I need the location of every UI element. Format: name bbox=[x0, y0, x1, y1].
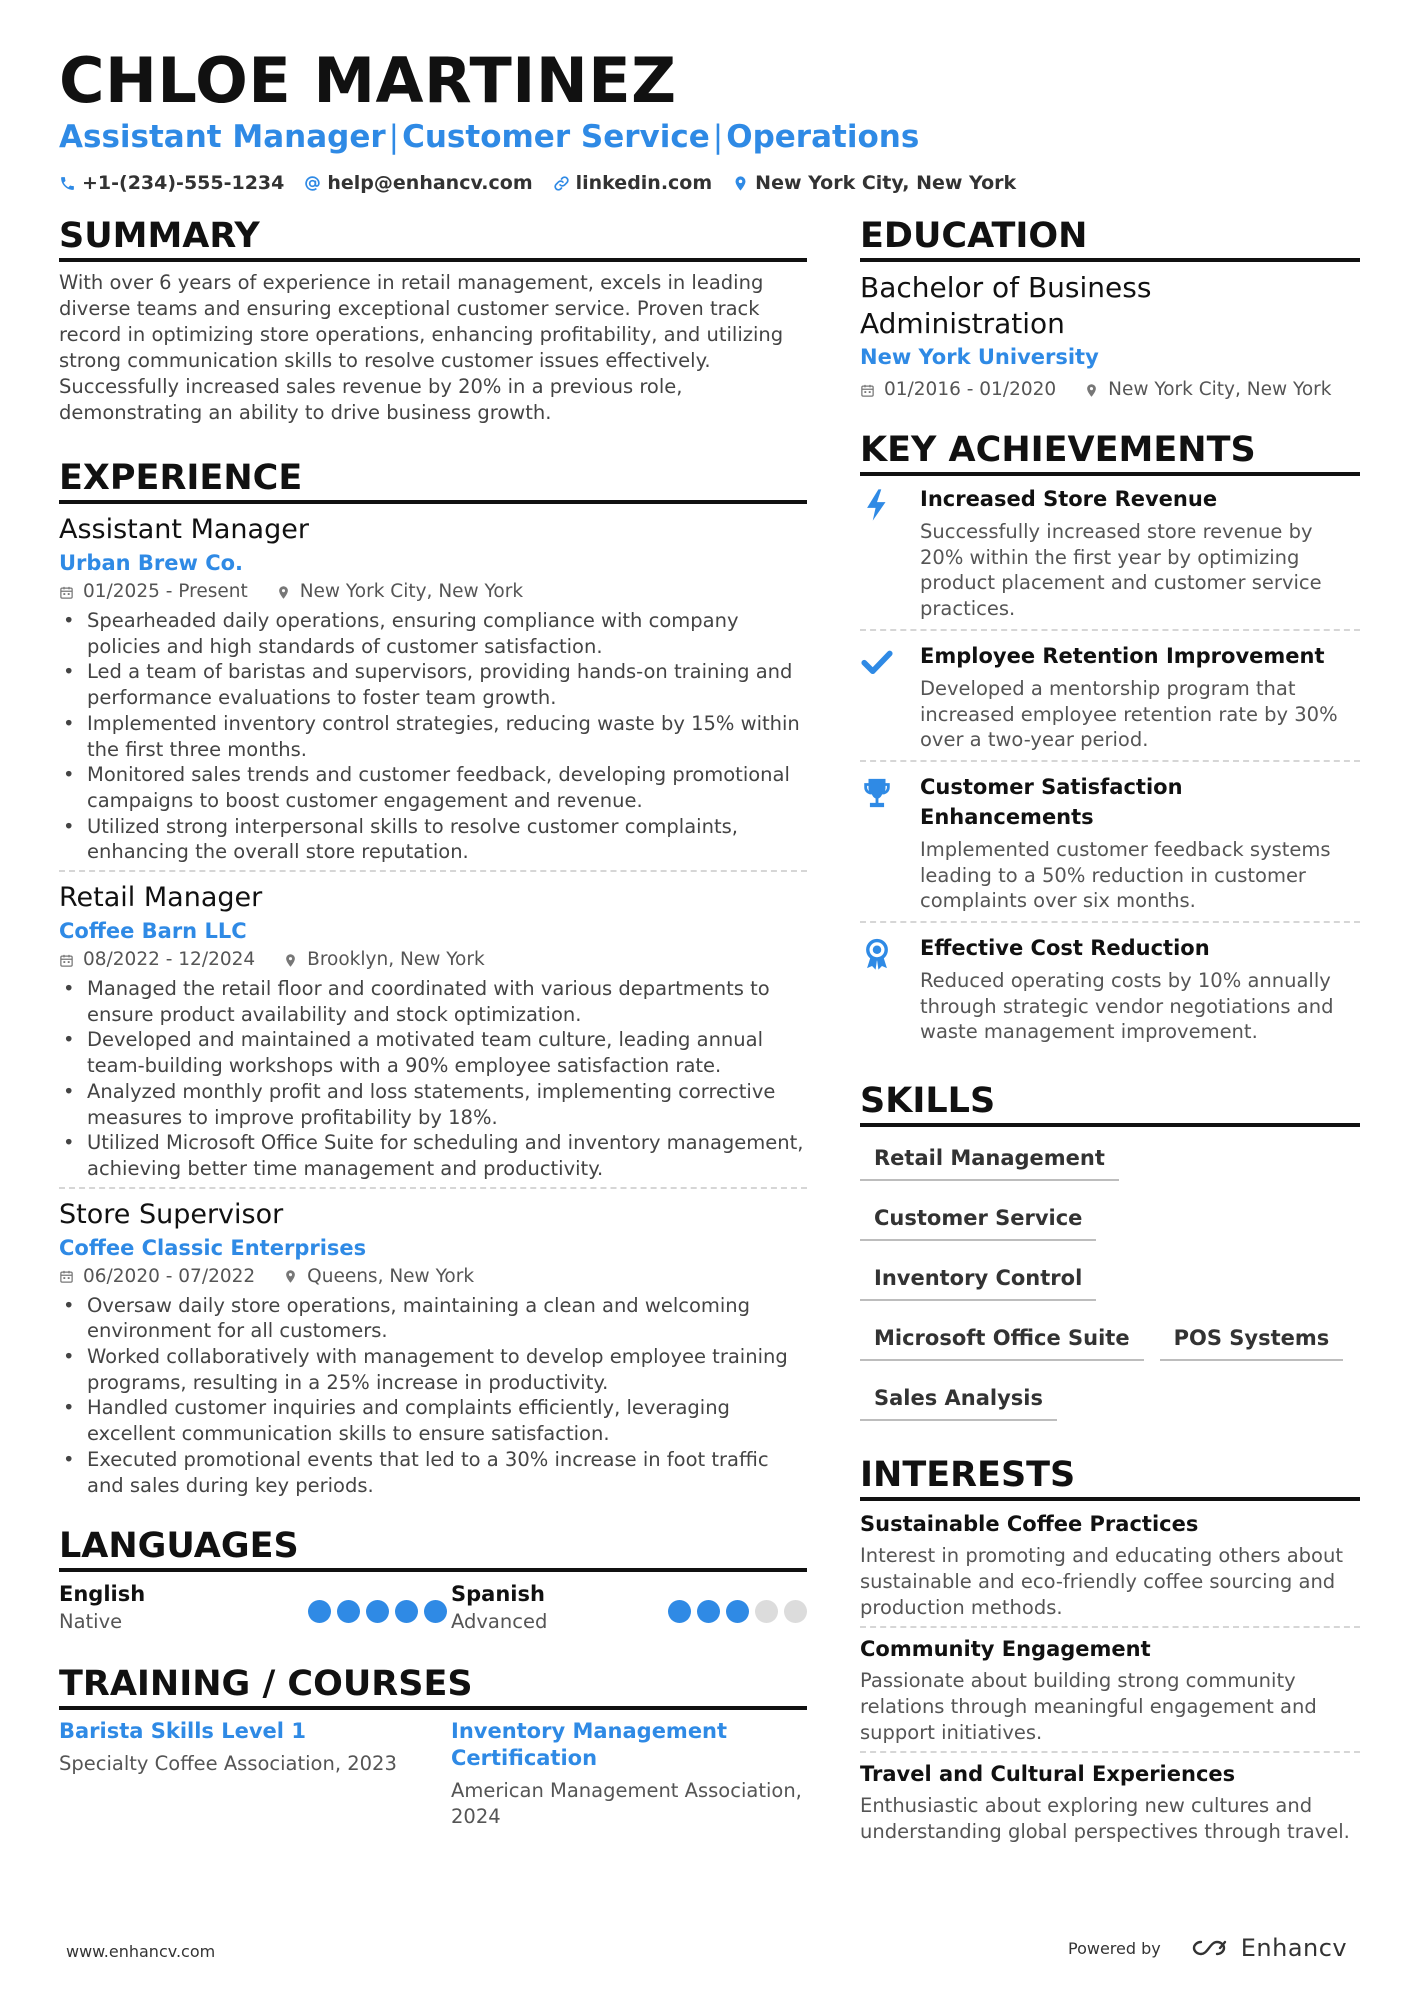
job-title: Store Supervisor bbox=[59, 1198, 284, 1230]
interest-item bbox=[860, 1759, 1360, 1844]
rating-dot-filled bbox=[395, 1600, 418, 1623]
language-name: Spanish bbox=[451, 1582, 545, 1607]
interest-item bbox=[860, 1509, 1360, 1620]
company-name: Coffee Classic Enterprises bbox=[59, 1235, 367, 1260]
course-item bbox=[451, 1718, 807, 1830]
achievement-item bbox=[860, 772, 1360, 914]
interest-title: Community Engagement bbox=[860, 1637, 1151, 1662]
rating-dot-filled bbox=[726, 1600, 749, 1623]
candidate-name: CHLOE MARTINEZ bbox=[59, 44, 677, 117]
job-location bbox=[283, 1263, 474, 1291]
job-dates bbox=[59, 1263, 255, 1291]
experience-entry bbox=[59, 1197, 807, 1499]
language-rating bbox=[662, 1600, 807, 1623]
job-bullet: • Worked collaboratively with management to develop employee training programs, resulting in a 25% increase in productivity. bbox=[59, 1344, 807, 1395]
skills-section bbox=[860, 1079, 1360, 1435]
calendar-icon bbox=[860, 383, 875, 398]
contact-email-text: help@enhancv.com bbox=[327, 172, 533, 194]
company-name: Coffee Barn LLC bbox=[59, 919, 247, 944]
education-section bbox=[860, 214, 1360, 404]
languages-section bbox=[59, 1524, 807, 1636]
achievement-item bbox=[860, 484, 1360, 622]
job-bullet: • Analyzed monthly profit and loss statements, implementing corrective measures to improve profitability by 18%. bbox=[59, 1079, 807, 1130]
divider bbox=[860, 629, 1360, 631]
interest-item bbox=[860, 1634, 1360, 1745]
job-bullet: • Monitored sales trends and customer feedback, developing promotional campaigns to boost customer engagement and revenue. bbox=[59, 762, 807, 813]
experience-entry bbox=[59, 880, 807, 1182]
experience-section bbox=[59, 456, 807, 1498]
rating-dot-filled bbox=[668, 1600, 691, 1623]
job-bullet: • Spearheaded daily operations, ensuring compliance with company policies and high standards of customer satisfaction. bbox=[59, 608, 807, 659]
course-name: Barista Skills Level 1 bbox=[59, 1719, 306, 1744]
skill-tag: Inventory Control bbox=[860, 1255, 1096, 1301]
job-title: Retail Manager bbox=[59, 882, 263, 914]
title-part: Operations bbox=[726, 119, 920, 155]
education-location bbox=[1084, 376, 1331, 404]
job-bullet: • Implemented inventory control strategies, reducing waste by 15% within the first three months. bbox=[59, 711, 807, 762]
divider bbox=[860, 760, 1360, 762]
job-bullet: • Utilized Microsoft Office Suite for scheduling and inventory management, achieving better time management and productivity. bbox=[59, 1130, 807, 1181]
job-bullets bbox=[59, 976, 807, 1182]
contact-linkedin[interactable] bbox=[553, 172, 713, 194]
education-dates-text: 01/2016 - 01/2020 bbox=[884, 379, 1057, 400]
language-name: English bbox=[59, 1582, 146, 1607]
footer-website[interactable]: www.enhancv.com bbox=[66, 1942, 216, 1961]
achievements-heading: KEY ACHIEVEMENTS bbox=[860, 428, 1360, 476]
rating-dot-empty bbox=[755, 1600, 778, 1623]
job-location bbox=[276, 578, 523, 606]
summary-text: With over 6 years of experience in retail management, excels in leading diverse teams and ensuring exceptional customer service. Proven track record in optimizing store operations, enhancing profitability, and utilizing strong communication skills to resolve customer issues effectively. Successfully increased sales revenue by 20% in a previous role, demonstrating an ability to drive business growth. bbox=[59, 271, 784, 424]
right-column bbox=[860, 214, 1360, 1845]
contact-phone[interactable] bbox=[59, 172, 284, 194]
rating-dot-filled bbox=[308, 1600, 331, 1623]
course-org: American Management Association, 2024 bbox=[451, 1779, 802, 1829]
languages-heading: LANGUAGES bbox=[59, 1524, 807, 1572]
job-bullets bbox=[59, 1293, 807, 1499]
title-separator: | bbox=[388, 119, 400, 155]
title-part: Customer Service bbox=[402, 119, 710, 155]
education-dates bbox=[860, 376, 1056, 404]
trophy-icon bbox=[860, 776, 894, 810]
summary-section bbox=[59, 214, 807, 426]
course-org: Specialty Coffee Association, 2023 bbox=[59, 1752, 397, 1776]
achievement-item bbox=[860, 933, 1360, 1045]
divider bbox=[860, 1751, 1360, 1753]
contact-bar bbox=[59, 168, 1036, 198]
rating-dot-filled bbox=[337, 1600, 360, 1623]
training-section bbox=[59, 1662, 807, 1830]
achievement-desc: Reduced operating costs by 10% annually through strategic vendor negotiations and waste management improvement. bbox=[920, 969, 1334, 1044]
job-dates bbox=[59, 578, 248, 606]
enhancv-logo-icon bbox=[1187, 1936, 1233, 1960]
award-ribbon-icon bbox=[860, 937, 894, 971]
achievement-desc: Implemented customer feedback systems leading to a 50% reduction in customer complaints over six months. bbox=[920, 837, 1331, 913]
course-item bbox=[59, 1718, 451, 1830]
achievement-item bbox=[860, 641, 1360, 753]
powered-by-label: Powered by bbox=[1068, 1938, 1161, 1958]
achievement-title: Customer Satisfaction Enhancements bbox=[920, 774, 1183, 829]
language-level: Native bbox=[59, 1610, 123, 1634]
training-heading: TRAINING / COURSES bbox=[59, 1662, 807, 1710]
language-item bbox=[451, 1580, 807, 1636]
interests-heading: INTERESTS bbox=[860, 1453, 1360, 1501]
job-location-text: New York City, New York bbox=[299, 581, 524, 602]
job-meta bbox=[59, 578, 807, 606]
summary-heading: SUMMARY bbox=[59, 214, 807, 262]
divider bbox=[59, 870, 807, 872]
rating-dot-empty bbox=[784, 1600, 807, 1623]
title-separator: | bbox=[712, 119, 724, 155]
candidate-title bbox=[59, 117, 919, 157]
location-pin-icon bbox=[276, 585, 291, 600]
interest-title: Travel and Cultural Experiences bbox=[860, 1762, 1236, 1787]
contact-location bbox=[732, 172, 1016, 194]
calendar-icon bbox=[59, 585, 74, 600]
rating-dot-filled bbox=[366, 1600, 389, 1623]
interest-desc: Passionate about building strong community relations through meaningful engagement and support initiatives. bbox=[860, 1669, 1317, 1744]
courses-list bbox=[59, 1718, 807, 1830]
education-meta bbox=[860, 376, 1360, 404]
location-pin-icon bbox=[732, 175, 749, 192]
job-dates-text: 06/2020 - 07/2022 bbox=[83, 1265, 256, 1287]
company-name: Urban Brew Co. bbox=[59, 551, 244, 575]
link-icon bbox=[553, 175, 570, 192]
education-degree: Bachelor of Business Administration bbox=[860, 271, 1152, 340]
course-name: Inventory Management Certification bbox=[451, 1719, 728, 1771]
location-pin-icon bbox=[283, 953, 298, 968]
job-bullet: • Utilized strong interpersonal skills to resolve customer complaints, enhancing the overall store reputation. bbox=[59, 814, 807, 865]
calendar-icon bbox=[59, 953, 74, 968]
brand-name: Enhancv bbox=[1240, 1934, 1348, 1962]
skills-list bbox=[860, 1135, 1360, 1435]
interest-desc: Interest in promoting and educating others about sustainable and eco-friendly coffee sourcing and production methods. bbox=[860, 1544, 1343, 1619]
achievement-title: Employee Retention Improvement bbox=[920, 643, 1325, 668]
job-dates bbox=[59, 946, 255, 974]
achievement-title: Effective Cost Reduction bbox=[920, 936, 1210, 961]
contact-email[interactable] bbox=[304, 172, 532, 194]
location-pin-icon bbox=[283, 1269, 298, 1284]
skill-tag: Retail Management bbox=[860, 1135, 1119, 1181]
education-heading: EDUCATION bbox=[860, 214, 1360, 262]
at-icon bbox=[304, 175, 321, 192]
languages-list bbox=[59, 1580, 807, 1636]
job-location bbox=[283, 946, 485, 974]
job-dates-text: 01/2025 - Present bbox=[83, 581, 248, 602]
job-title: Assistant Manager bbox=[59, 514, 309, 545]
divider bbox=[860, 921, 1360, 923]
title-part: Assistant Manager bbox=[59, 119, 386, 155]
contact-phone-text: +1-(234)-555-1234 bbox=[82, 172, 285, 194]
achievement-title: Increased Store Revenue bbox=[920, 487, 1218, 511]
job-bullet: • Managed the retail floor and coordinated with various departments to ensure product availability and stock optimization. bbox=[59, 976, 807, 1027]
job-bullet: • Handled customer inquiries and complaints efficiently, leveraging excellent communication skills to ensure satisfaction. bbox=[59, 1395, 807, 1446]
job-location-text: Queens, New York bbox=[307, 1265, 475, 1287]
experience-entry bbox=[59, 512, 807, 865]
interest-title: Sustainable Coffee Practices bbox=[860, 1512, 1199, 1537]
phone-icon bbox=[59, 175, 76, 192]
job-location-text: Brooklyn, New York bbox=[307, 949, 485, 971]
job-bullets bbox=[59, 608, 807, 865]
interest-desc: Enthusiastic about exploring new cultures and understanding global perspectives through travel. bbox=[860, 1794, 1350, 1844]
checkmark-icon bbox=[860, 645, 894, 679]
education-school: New York University bbox=[860, 345, 1099, 369]
rating-dot-filled bbox=[424, 1600, 447, 1623]
contact-location-text: New York City, New York bbox=[755, 172, 1017, 194]
achievements-section bbox=[860, 428, 1360, 1045]
job-bullet: • Led a team of baristas and supervisors, providing hands-on training and performance evaluations to foster team growth. bbox=[59, 659, 807, 710]
lightning-bolt-icon bbox=[860, 488, 894, 522]
footer-branding[interactable] bbox=[1068, 1934, 1347, 1962]
skills-heading: SKILLS bbox=[860, 1079, 1360, 1127]
language-level: Advanced bbox=[451, 1610, 548, 1634]
job-meta bbox=[59, 1263, 807, 1291]
divider bbox=[860, 1626, 1360, 1628]
achievement-desc: Successfully increased store revenue by 20% within the first year by optimizing product placement and customer service practices. bbox=[920, 520, 1322, 621]
language-rating bbox=[302, 1600, 447, 1623]
interests-section bbox=[860, 1453, 1360, 1845]
job-bullet: • Developed and maintained a motivated team culture, leading annual team-building workshops with a 90% employee satisfaction rate. bbox=[59, 1027, 807, 1078]
calendar-icon bbox=[59, 1269, 74, 1284]
job-dates-text: 08/2022 - 12/2024 bbox=[83, 949, 256, 971]
left-column bbox=[59, 214, 807, 1830]
experience-heading: EXPERIENCE bbox=[59, 456, 807, 504]
achievement-desc: Developed a mentorship program that increased employee retention rate by 30% over a two-year period. bbox=[920, 676, 1338, 752]
skill-tag: Sales Analysis bbox=[860, 1375, 1057, 1421]
skill-tag: POS Systems bbox=[1160, 1315, 1344, 1361]
job-bullet: • Oversaw daily store operations, maintaining a clean and welcoming environment for all customers. bbox=[59, 1293, 807, 1344]
location-pin-icon bbox=[1084, 383, 1099, 398]
skill-tag: Microsoft Office Suite bbox=[860, 1315, 1144, 1361]
language-item bbox=[59, 1580, 451, 1636]
job-meta bbox=[59, 946, 807, 974]
job-bullet: • Executed promotional events that led to a 30% increase in foot traffic and sales during key periods. bbox=[59, 1447, 807, 1498]
rating-dot-filled bbox=[697, 1600, 720, 1623]
education-location-text: New York City, New York bbox=[1108, 379, 1332, 400]
divider bbox=[59, 1187, 807, 1189]
skill-tag: Customer Service bbox=[860, 1195, 1096, 1241]
contact-linkedin-text: linkedin.com bbox=[575, 172, 713, 194]
